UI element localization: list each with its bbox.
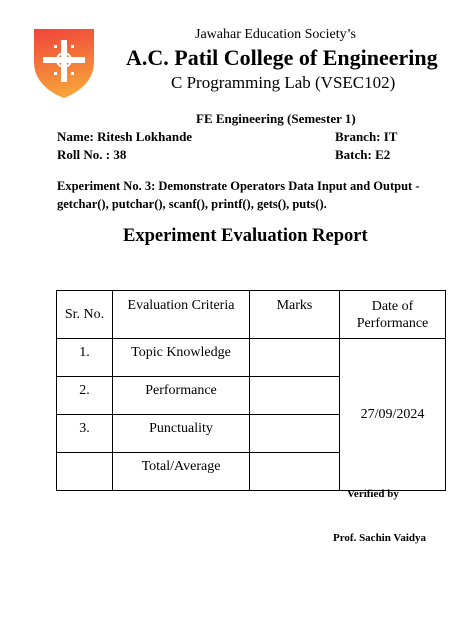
header-sr-no: Sr. No.	[57, 291, 113, 339]
student-batch: Batch: E2	[335, 147, 391, 162]
semester-line: FE Engineering (Semester 1)	[196, 111, 356, 126]
row-sr	[57, 453, 113, 491]
table-header-row	[57, 291, 446, 339]
student-roll: Roll No. : 38	[57, 147, 127, 162]
report-title: Experiment Evaluation Report	[123, 226, 368, 246]
table-row	[57, 339, 446, 377]
header-date-of-performance: Date of Performance	[340, 291, 446, 339]
row-sr: 2.	[57, 377, 113, 415]
row-criteria: Total/Average	[113, 453, 250, 491]
college-logo-icon	[30, 26, 98, 100]
row-criteria: Topic Knowledge	[113, 339, 250, 377]
college-name: A.C. Patil College of Engineering	[126, 45, 438, 70]
header-evaluation-criteria: Evaluation Criteria	[113, 291, 250, 339]
student-name: Name: Ritesh Lokhande	[57, 129, 193, 144]
society-name: Jawahar Education Society’s	[195, 27, 356, 42]
evaluation-table	[56, 290, 446, 491]
date-of-performance-value: 27/09/2024	[340, 339, 446, 491]
lab-name: C Programming Lab (VSEC102)	[171, 73, 396, 92]
row-sr: 1.	[57, 339, 113, 377]
verified-by-label: Verified by	[347, 488, 399, 500]
experiment-description: Experiment No. 3: Demonstrate Operators Data Input and Output - getchar(), putchar(), scanf(), printf(), gets(), puts().	[57, 179, 420, 211]
student-branch: Branch: IT	[335, 129, 398, 144]
header-marks: Marks	[250, 291, 340, 339]
row-sr: 3.	[57, 415, 113, 453]
row-marks	[250, 377, 340, 415]
row-marks	[250, 453, 340, 491]
row-criteria: Performance	[113, 377, 250, 415]
signatory-name: Prof. Sachin Vaidya	[333, 532, 427, 544]
row-marks	[250, 339, 340, 377]
row-marks	[250, 415, 340, 453]
row-criteria: Punctuality	[113, 415, 250, 453]
